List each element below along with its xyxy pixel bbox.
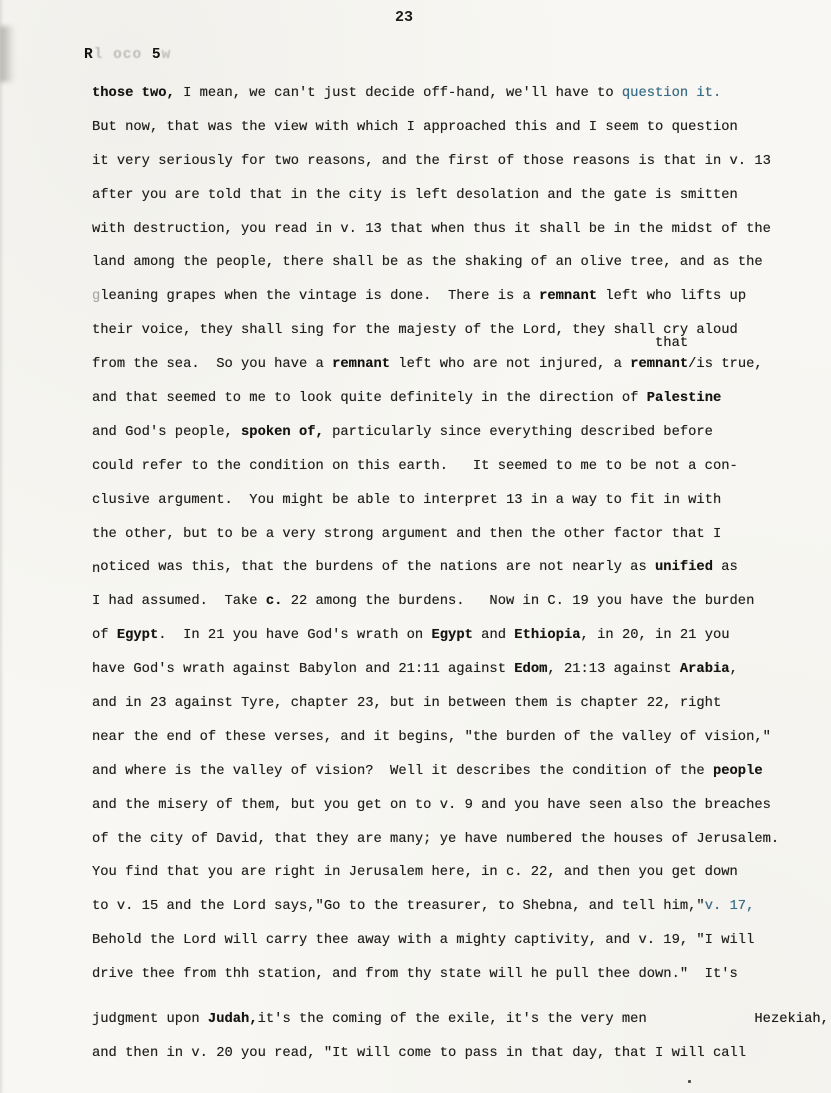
text-segment: clusive argument. You might be able to interpret 13 in a way to fit in with [92, 492, 722, 508]
text-line [92, 789, 817, 823]
text-line [92, 924, 817, 958]
text-segment: unified [655, 560, 713, 576]
text-segment: as [712, 560, 738, 576]
text-line [92, 179, 817, 213]
reel-mark [84, 47, 171, 63]
text-segment: from the sea. So you have a [92, 357, 333, 373]
text-segment: and then in v. 20 you read, "It will come to pass in that day, that I will call [92, 1045, 747, 1061]
text-line [92, 823, 817, 857]
text-segment: near the end of these verses, and it begins, "the burden of the valley of vision," [92, 729, 771, 745]
text-segment: oticed was this, that the burdens of the nations are not nearly as [100, 560, 656, 576]
text-line [92, 213, 817, 247]
text-segment: it very seriously for two reasons, and the first of those reasons is that in v. 13 [92, 153, 771, 169]
text-segment: and where is the valley of vision? Well it describes the condition of the [92, 763, 713, 779]
text-segment: remnant [332, 357, 391, 373]
text-segment: and [472, 628, 515, 644]
text-line [92, 336, 817, 382]
text-segment: , 21:13 against [547, 662, 680, 678]
text-segment: leaning grapes when the vintage is done. There is a [100, 289, 540, 305]
text-segment: with destruction, you read in v. 13 that when thus it shall be in the midst of the [92, 221, 771, 237]
text-segment: , in 20, in 21 you [580, 628, 730, 644]
text-segment: of the city of David, that they are many; ye have numbered the houses of Jerusalem. [92, 831, 780, 847]
text-segment: Palestine [646, 391, 722, 407]
text-segment: v. 17, [704, 899, 755, 915]
text-segment: But now, that was the view with which I approached this and I seem to question [92, 119, 738, 135]
reel-mark-faint-tail: w [161, 47, 172, 63]
text-segment: after you are told that in the city is left desolation and the gate is smitten [92, 187, 738, 203]
typewritten-text [92, 77, 829, 1071]
text-segment: Judah, [207, 1012, 258, 1028]
text-segment: drive thee from thh station, and from thy state will he pull thee down." It's [92, 967, 738, 983]
text-line [92, 314, 817, 348]
text-segment: I mean, we can't just decide off-hand, we'll have to [174, 86, 622, 101]
margin-note: Hezekiah, [754, 1012, 829, 1028]
text-segment: and that seemed to me to look quite definitely in the direction of [92, 391, 647, 407]
text-line [92, 450, 817, 484]
interlinear-insert: that [655, 336, 689, 352]
text-line [92, 653, 817, 687]
text-segment: their voice, they shall sing for the majesty of the Lord, they shall cry aloud [92, 323, 738, 339]
text-segment: particularly since everything described before [323, 424, 713, 440]
text-line [92, 755, 817, 789]
scan-edge-shadow [0, 0, 4, 1093]
text-segment: to v. 15 and the Lord says,"Go to the treasurer, to Shebna, and tell him," [92, 899, 705, 915]
text-line [92, 280, 817, 314]
text-segment: Egypt [431, 628, 473, 644]
text-line [92, 77, 817, 111]
text-segment: people [712, 763, 763, 779]
text-segment: Ethiopia [514, 628, 581, 644]
text-line [92, 687, 817, 721]
text-segment: spoken of, [241, 424, 324, 440]
text-line [92, 856, 817, 890]
text-line [92, 585, 817, 619]
text-segment: have God's wrath against Babylon and 21:11 against [92, 662, 515, 678]
text-segment: could refer to the condition on this earth. It seemed to me to be not a con- [92, 458, 738, 474]
text-segment: . In 21 you have God's wrath on [158, 628, 432, 644]
text-segment: the other, but to be a very strong argument and then the other factor that I [92, 526, 722, 542]
text-segment: , [729, 662, 738, 678]
ink-speck [688, 1080, 691, 1083]
text-line [92, 246, 817, 280]
text-segment: I had assumed. Take [92, 594, 266, 610]
text-segment: and the misery of them, but you get on to v. 9 and you have seen also the breaches [92, 797, 771, 813]
text-segment: judgment upon [92, 1012, 208, 1028]
text-segment: those two, [92, 86, 175, 101]
text-segment: 22 among the burdens. Now in C. 19 you have the burden [282, 594, 755, 610]
text-segment: n [92, 562, 101, 578]
text-line [92, 721, 817, 755]
text-line [92, 111, 817, 145]
text-segment: c. [265, 594, 283, 610]
text-segment: You find that you are right in Jerusalem here, in c. 22, and then you get down [92, 865, 738, 881]
text-segment: left who lifts up [597, 289, 747, 305]
text-line [92, 484, 817, 518]
text-segment: question it. [621, 86, 722, 101]
text-line [92, 1003, 829, 1037]
text-segment: Arabia [679, 662, 730, 678]
text-segment: Edom [514, 662, 548, 678]
text-segment: /is true, [688, 357, 763, 373]
text-line [92, 416, 817, 450]
reel-mark-number: 5 [151, 47, 162, 63]
edge-smudge [0, 26, 15, 82]
text-line [92, 619, 817, 653]
text-line [92, 551, 817, 585]
text-segment: g [92, 289, 101, 305]
text-segment: and in 23 against Tyre, chapter 23, but in between them is chapter 22, right [92, 696, 722, 712]
page-number: 23 [394, 9, 413, 26]
text-line [92, 958, 817, 992]
text-segment: Behold the Lord will carry thee away with a mighty captivity, and v. 19, "I will [92, 933, 755, 949]
text-segment: of [92, 628, 117, 644]
text-line [92, 382, 817, 416]
text-segment: and God's people, [92, 424, 242, 440]
text-segment: left who are not injured, a [390, 357, 631, 373]
text-line [92, 1037, 817, 1071]
text-line [92, 518, 817, 552]
text-line [92, 890, 817, 924]
text-segment: it's the coming of the exile, it's the very men [257, 1012, 647, 1028]
reel-mark-prefix: R [84, 47, 94, 63]
text-segment: remnant [539, 289, 598, 305]
text-line [92, 145, 817, 179]
text-segment: land among the people, there shall be as the shaking of an olive tree, and as the [92, 255, 763, 271]
text-segment: remnant [630, 357, 689, 373]
reel-mark-faint: l oco [93, 47, 143, 63]
text-segment: Egypt [116, 628, 159, 644]
